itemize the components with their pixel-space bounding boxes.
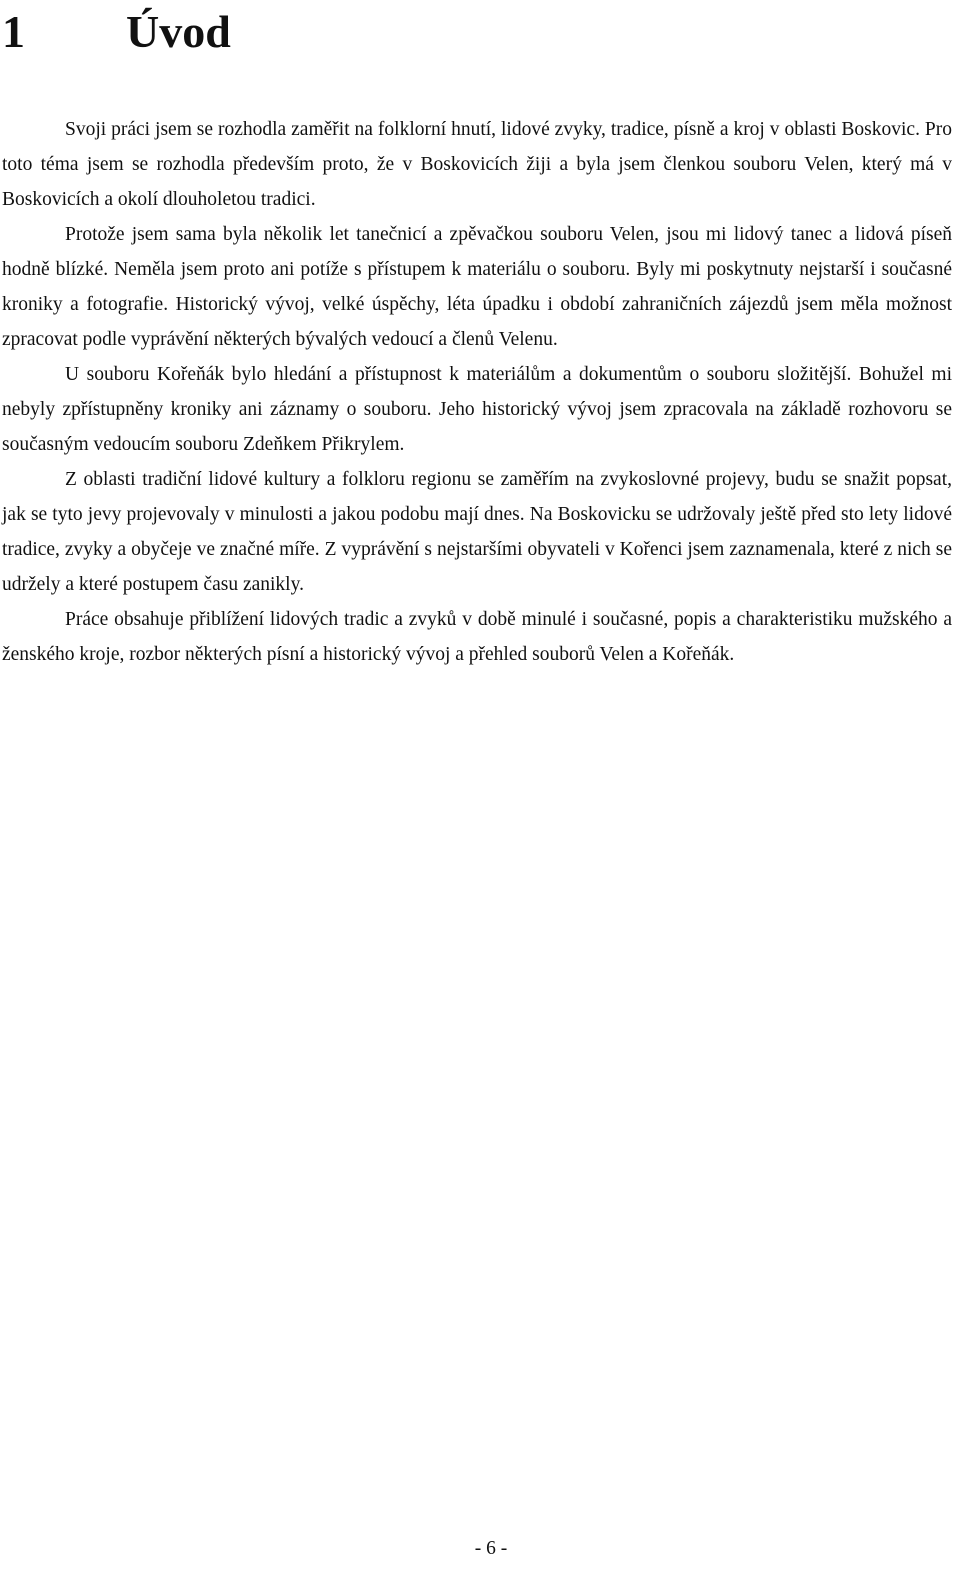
paragraph-korenak: U souboru Kořeňák bylo hledání a přístupnost k materiálům a dokumentům o souboru složitější. Bohužel mi nebyly zpřístupněny kroniky ani záznamy o souboru. Jeho historický vývoj jsem zpracovala na základě rozhovoru se současným vedoucím souboru Zdeňkem Přikrylem. [2, 364, 952, 455]
body-text [2, 112, 952, 672]
paragraph-traditions: Z oblasti tradiční lidové kultury a folkloru regionu se zaměřím na zvykoslovné projevy, budu se snažit popsat, jak se tyto jevy projevovaly v minulosti a jakou podobu mají dnes. Na Boskovicku se udržovaly ještě před sto lety lidové tradice, zvyky a obyčeje ve značné míře. Z vyprávění s nejstaršími obyvateli v Kořenci jsem zaznamenala, které z nich se udržely a které postupem času zanikly. [2, 469, 952, 595]
paragraph-content-summary: Práce obsahuje přiblížení lidových tradic a zvyků v době minulé i současné, popis a charakteristiku mužského a ženského kroje, rozbor některých písní a historický vývoj a přehled souborů Velen a Kořeňák. [2, 609, 952, 665]
chapter-title: Úvod [126, 6, 231, 57]
paragraph-intro: Svoji práci jsem se rozhodla zaměřit na folklorní hnutí, lidové zvyky, tradice, písně a kroj v oblasti Boskovic. Pro toto téma jsem se rozhodla především proto, že v Boskovicích žiji a byla jsem členkou souboru Velen, který má v Boskovicích a okolí dlouholetou tradici. [2, 119, 952, 210]
page-number: - 6 - [474, 1538, 508, 1559]
chapter-number: 1 [2, 6, 25, 57]
chapter-heading [2, 2, 231, 62]
paragraph-velen: Protože jsem sama byla několik let tanečnicí a zpěvačkou souboru Velen, jsou mi lidový tanec a lidová píseň hodně blízké. Neměla jsem proto ani potíže s přístupem k materiálu o souboru. Byly mi poskytnuty nejstarší i současné kroniky a fotografie. Historický vývoj, velké úspěchy, léta úpadku i období zahraničních zájezdů jsem měla možnost zpracovat podle vyprávění některých bývalých vedoucí a členů Velenu. [2, 224, 952, 350]
